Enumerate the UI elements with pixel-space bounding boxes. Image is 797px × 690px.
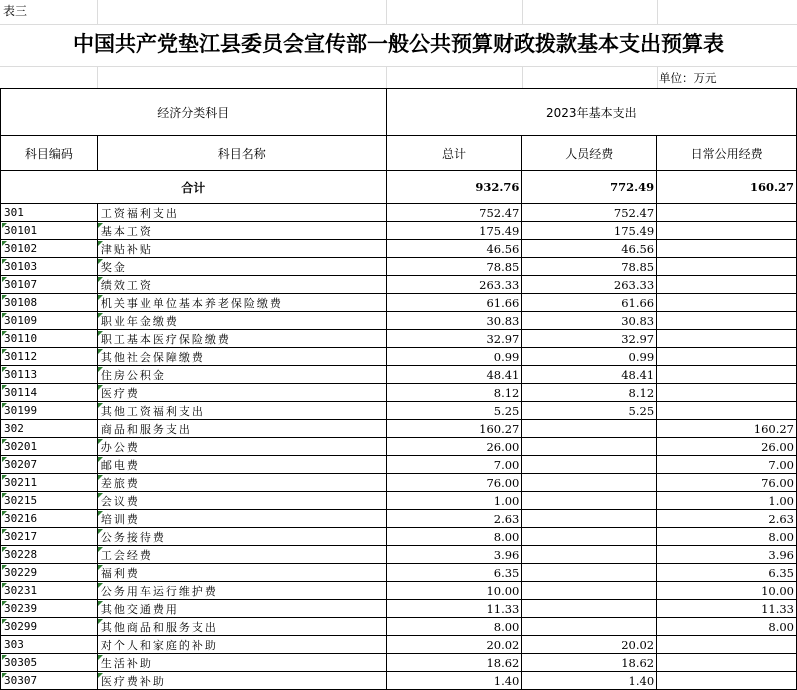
table-row[interactable] (1, 366, 797, 384)
row-code[interactable]: 30215 (1, 492, 98, 510)
row-code[interactable]: 30113 (1, 366, 98, 384)
row-personnel[interactable]: 48.41 (522, 366, 657, 384)
row-name[interactable]: 生活补助 (97, 654, 386, 672)
row-public[interactable]: 76.00 (657, 474, 797, 492)
row-public[interactable] (657, 654, 797, 672)
table-row[interactable] (1, 654, 797, 672)
header-name: 科目名称 (97, 136, 386, 171)
row-public[interactable] (657, 366, 797, 384)
row-public[interactable]: 2.63 (657, 510, 797, 528)
row-total[interactable]: 76.00 (386, 474, 522, 492)
table-row[interactable] (1, 438, 797, 456)
table-row[interactable] (1, 294, 797, 312)
row-public[interactable]: 1.00 (657, 492, 797, 510)
row-name[interactable]: 工会经费 (97, 546, 386, 564)
row-name[interactable]: 其他商品和服务支出 (97, 618, 386, 636)
row-personnel[interactable]: 61.66 (522, 294, 657, 312)
header-personnel: 人员经费 (522, 136, 657, 171)
row-public[interactable] (657, 222, 797, 240)
row-code[interactable]: 30307 (1, 672, 98, 690)
row-personnel[interactable] (522, 618, 657, 636)
table-row[interactable] (1, 618, 797, 636)
row-name[interactable]: 对个人和家庭的补助 (97, 636, 386, 654)
row-personnel[interactable] (522, 438, 657, 456)
row-name[interactable]: 机关事业单位基本养老保险缴费 (97, 294, 386, 312)
row-code[interactable]: 30207 (1, 456, 98, 474)
row-public[interactable] (657, 636, 797, 654)
row-name[interactable]: 医疗费 (97, 384, 386, 402)
row-public[interactable]: 6.35 (657, 564, 797, 582)
row-personnel[interactable] (522, 582, 657, 600)
row-code[interactable]: 30211 (1, 474, 98, 492)
table-row[interactable] (1, 258, 797, 276)
row-total[interactable]: 8.00 (386, 618, 522, 636)
row-personnel[interactable] (522, 528, 657, 546)
row-code[interactable]: 30299 (1, 618, 98, 636)
row-code[interactable]: 30228 (1, 546, 98, 564)
row-personnel[interactable]: 78.85 (522, 258, 657, 276)
row-public[interactable] (657, 204, 797, 222)
row-code[interactable]: 30199 (1, 402, 98, 420)
row-personnel[interactable] (522, 600, 657, 618)
row-name[interactable]: 绩效工资 (97, 276, 386, 294)
row-code[interactable]: 30109 (1, 312, 98, 330)
row-personnel[interactable] (522, 474, 657, 492)
row-code[interactable]: 30110 (1, 330, 98, 348)
table-row[interactable] (1, 240, 797, 258)
row-public[interactable] (657, 384, 797, 402)
row-code[interactable]: 301 (1, 204, 98, 222)
total-public: 160.27 (657, 171, 797, 204)
row-personnel[interactable]: 752.47 (522, 204, 657, 222)
table-row[interactable] (1, 276, 797, 294)
row-public[interactable] (657, 294, 797, 312)
page-title: 中国共产党垫江县委员会宣传部一般公共预算财政拨款基本支出预算表 (73, 31, 724, 56)
row-total[interactable]: 752.47 (386, 204, 522, 222)
table-row[interactable] (1, 528, 797, 546)
row-total[interactable]: 3.96 (386, 546, 522, 564)
row-code[interactable]: 30102 (1, 240, 98, 258)
row-public[interactable]: 8.00 (657, 528, 797, 546)
row-name[interactable]: 工资福利支出 (97, 204, 386, 222)
row-public[interactable]: 160.27 (657, 420, 797, 438)
table-row[interactable] (1, 546, 797, 564)
table-row[interactable] (1, 312, 797, 330)
row-name[interactable]: 会议费 (97, 492, 386, 510)
table-row[interactable] (1, 600, 797, 618)
row-code[interactable]: 30112 (1, 348, 98, 366)
header-total: 总计 (386, 136, 522, 171)
row-name[interactable]: 商品和服务支出 (97, 420, 386, 438)
row-personnel[interactable]: 175.49 (522, 222, 657, 240)
table-row[interactable] (1, 564, 797, 582)
row-code[interactable]: 30239 (1, 600, 98, 618)
row-total[interactable]: 263.33 (386, 276, 522, 294)
table-row[interactable] (1, 672, 797, 690)
row-total[interactable]: 160.27 (386, 420, 522, 438)
row-personnel[interactable] (522, 546, 657, 564)
row-total[interactable]: 10.00 (386, 582, 522, 600)
row-public[interactable] (657, 672, 797, 690)
row-name[interactable]: 职工基本医疗保险缴费 (97, 330, 386, 348)
header-code: 科目编码 (1, 136, 98, 171)
row-personnel[interactable]: 0.99 (522, 348, 657, 366)
row-name[interactable]: 住房公积金 (97, 366, 386, 384)
row-name[interactable]: 其他交通费用 (97, 600, 386, 618)
row-total[interactable]: 11.33 (386, 600, 522, 618)
row-total[interactable]: 1.00 (386, 492, 522, 510)
row-code[interactable]: 30229 (1, 564, 98, 582)
row-name[interactable]: 基本工资 (97, 222, 386, 240)
row-public[interactable]: 3.96 (657, 546, 797, 564)
table-row[interactable] (1, 636, 797, 654)
row-personnel[interactable] (522, 492, 657, 510)
row-total[interactable]: 30.83 (386, 312, 522, 330)
row-code[interactable]: 303 (1, 636, 98, 654)
total-personnel: 772.49 (522, 171, 657, 204)
row-name[interactable]: 医疗费补助 (97, 672, 386, 690)
header-econ-class: 经济分类科目 (1, 89, 387, 136)
table-row[interactable] (1, 456, 797, 474)
row-public[interactable]: 8.00 (657, 618, 797, 636)
total-row (1, 171, 797, 204)
row-personnel[interactable] (522, 510, 657, 528)
row-personnel[interactable] (522, 456, 657, 474)
budget-table (0, 88, 797, 690)
row-personnel[interactable]: 32.97 (522, 330, 657, 348)
row-total[interactable]: 18.62 (386, 654, 522, 672)
row-personnel[interactable]: 1.40 (522, 672, 657, 690)
row-total[interactable]: 26.00 (386, 438, 522, 456)
row-personnel[interactable]: 5.25 (522, 402, 657, 420)
unit-label: 单位：万元 (659, 71, 717, 85)
row-personnel[interactable]: 263.33 (522, 276, 657, 294)
table-row[interactable] (1, 384, 797, 402)
row-total[interactable]: 20.02 (386, 636, 522, 654)
row-personnel[interactable]: 46.56 (522, 240, 657, 258)
row-total[interactable]: 46.56 (386, 240, 522, 258)
row-code[interactable]: 30217 (1, 528, 98, 546)
row-public[interactable] (657, 348, 797, 366)
row-name[interactable]: 公务用车运行维护费 (97, 582, 386, 600)
row-personnel[interactable]: 30.83 (522, 312, 657, 330)
row-total[interactable]: 48.41 (386, 366, 522, 384)
table-row[interactable] (1, 492, 797, 510)
row-public[interactable] (657, 312, 797, 330)
row-code[interactable]: 30103 (1, 258, 98, 276)
row-public[interactable] (657, 240, 797, 258)
row-code[interactable]: 30108 (1, 294, 98, 312)
row-total[interactable]: 1.40 (386, 672, 522, 690)
total-label: 合计 (1, 171, 387, 204)
row-total[interactable]: 2.63 (386, 510, 522, 528)
row-total[interactable]: 61.66 (386, 294, 522, 312)
row-name[interactable]: 奖金 (97, 258, 386, 276)
table-row[interactable] (1, 474, 797, 492)
row-name[interactable]: 职业年金缴费 (97, 312, 386, 330)
row-personnel[interactable]: 8.12 (522, 384, 657, 402)
row-name[interactable]: 办公费 (97, 438, 386, 456)
row-name[interactable]: 其他社会保障缴费 (97, 348, 386, 366)
row-total[interactable]: 8.00 (386, 528, 522, 546)
header-public: 日常公用经费 (657, 136, 797, 171)
header-year-basic: 2023年基本支出 (386, 89, 796, 136)
row-code[interactable]: 30114 (1, 384, 98, 402)
row-code[interactable]: 30231 (1, 582, 98, 600)
row-public[interactable]: 7.00 (657, 456, 797, 474)
row-code[interactable]: 302 (1, 420, 98, 438)
row-personnel[interactable] (522, 420, 657, 438)
row-public[interactable]: 10.00 (657, 582, 797, 600)
row-public[interactable]: 26.00 (657, 438, 797, 456)
total-total: 932.76 (386, 171, 522, 204)
row-name[interactable]: 差旅费 (97, 474, 386, 492)
row-code[interactable]: 30216 (1, 510, 98, 528)
row-total[interactable]: 32.97 (386, 330, 522, 348)
row-code[interactable]: 30107 (1, 276, 98, 294)
row-personnel[interactable]: 18.62 (522, 654, 657, 672)
row-code[interactable]: 30305 (1, 654, 98, 672)
row-name[interactable]: 培训费 (97, 510, 386, 528)
sheet-label: 表三 (3, 4, 28, 18)
row-personnel[interactable] (522, 564, 657, 582)
row-public[interactable] (657, 330, 797, 348)
row-name[interactable]: 公务接待费 (97, 528, 386, 546)
row-public[interactable]: 11.33 (657, 600, 797, 618)
row-total[interactable]: 78.85 (386, 258, 522, 276)
row-total[interactable]: 5.25 (386, 402, 522, 420)
row-public[interactable] (657, 276, 797, 294)
row-name[interactable]: 津贴补贴 (97, 240, 386, 258)
table-row[interactable] (1, 582, 797, 600)
table-row[interactable] (1, 510, 797, 528)
row-name[interactable]: 福利费 (97, 564, 386, 582)
row-public[interactable] (657, 258, 797, 276)
row-total[interactable]: 0.99 (386, 348, 522, 366)
row-public[interactable] (657, 402, 797, 420)
row-total[interactable]: 6.35 (386, 564, 522, 582)
table-row[interactable] (1, 402, 797, 420)
row-total[interactable]: 175.49 (386, 222, 522, 240)
table-row[interactable] (1, 204, 797, 222)
table-row[interactable] (1, 222, 797, 240)
row-code[interactable]: 30101 (1, 222, 98, 240)
row-code[interactable]: 30201 (1, 438, 98, 456)
row-name[interactable]: 邮电费 (97, 456, 386, 474)
table-row[interactable] (1, 348, 797, 366)
row-name[interactable]: 其他工资福利支出 (97, 402, 386, 420)
table-row[interactable] (1, 420, 797, 438)
row-total[interactable]: 7.00 (386, 456, 522, 474)
row-total[interactable]: 8.12 (386, 384, 522, 402)
row-personnel[interactable]: 20.02 (522, 636, 657, 654)
table-row[interactable] (1, 330, 797, 348)
